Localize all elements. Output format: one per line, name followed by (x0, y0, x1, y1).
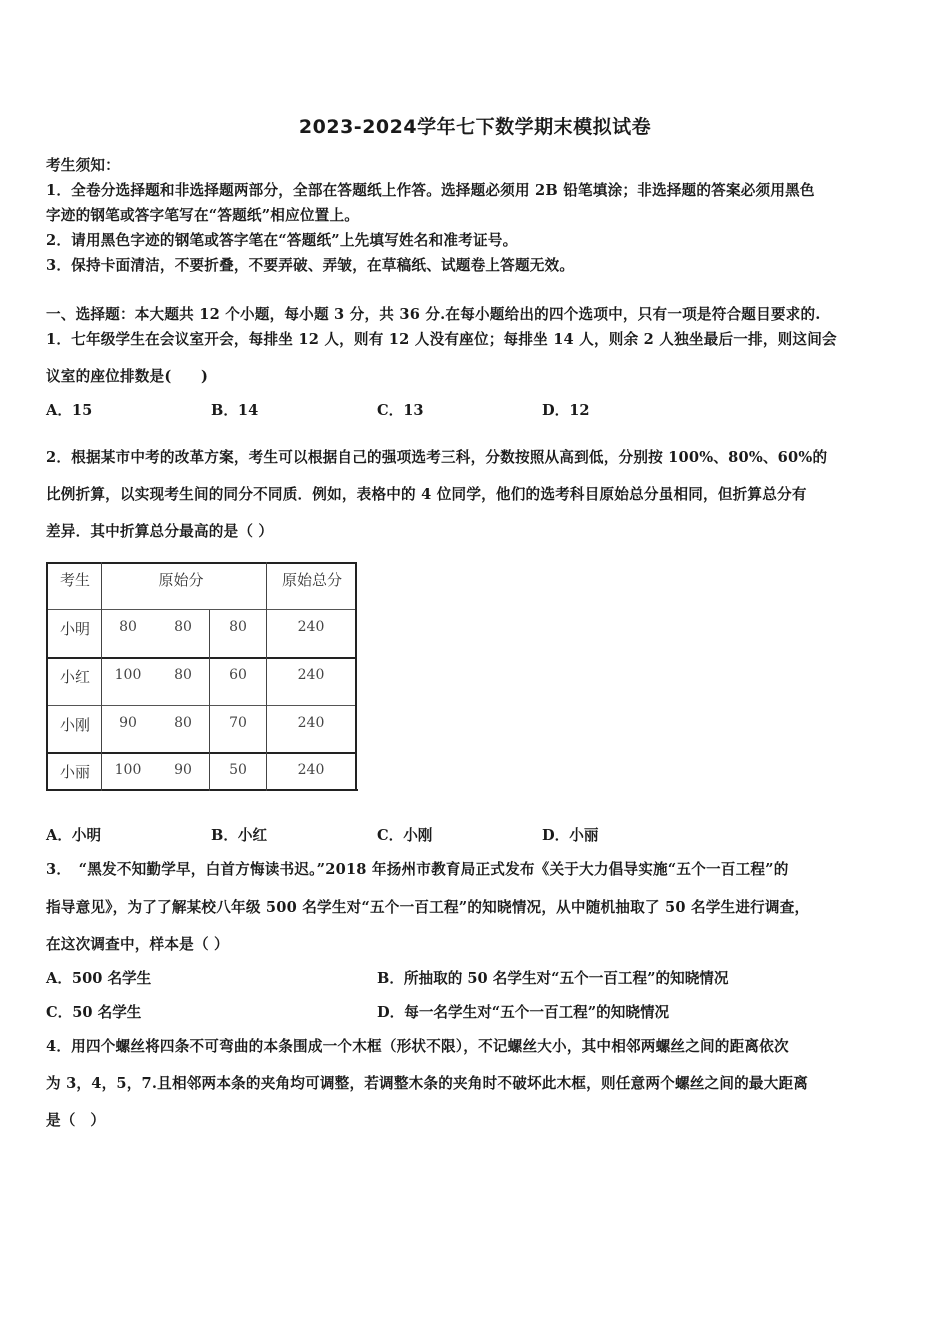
score-cell: 90 (174, 762, 192, 778)
header-raw-total: 原始总分 (281, 571, 342, 589)
q1-option-d: D．12 (542, 402, 590, 419)
q2-option-c: C．小刚 (377, 827, 433, 844)
q3-option-c: C．50 名学生 (46, 1004, 142, 1021)
table-rule (209, 610, 210, 791)
q3-option-d: D．每一名学生对“五个一百工程”的知晓情况 (377, 1004, 670, 1021)
total-cell: 240 (297, 667, 325, 683)
question-1-line: 1．七年级学生在会议室开会，每排坐 12 人，则有 12 人没有座位；每排坐 14 人，则余 2 人独坐最后一排，则这间会 (46, 331, 837, 348)
notice-line: 字迹的钢笔或答字笔写在“答题纸”相应位置上。 (46, 207, 360, 224)
score-cell: 80 (174, 667, 192, 683)
table-rule (46, 657, 356, 659)
question-4-line: 4．用四个螺丝将四条不可弯曲的本条围成一个木框（形状不限），不记螺丝大小，其中相邻两螺丝之间的距离依次 (46, 1038, 789, 1055)
notice-line: 3．保持卡面清洁，不要折叠，不要弄破、弄皱，在草稿纸、试题卷上答题无效。 (46, 257, 575, 274)
question-2-line: 2．根据某市中考的改革方案，考生可以根据自己的强项选考三科，分数按照从高到低，分别按 100%、80%、60%的 (46, 449, 828, 466)
table-rule (355, 562, 357, 791)
score-cell: 60 (229, 667, 247, 683)
notice-line: 2．请用黑色字迹的钢笔或答字笔在“答题纸”上先填写姓名和准考证号。 (46, 232, 518, 249)
score-cell: 70 (229, 715, 247, 731)
score-table (46, 562, 358, 792)
score-cell: 100 (114, 667, 142, 683)
notice-heading: 考生须知： (46, 157, 120, 174)
score-cell: 90 (119, 715, 137, 731)
question-3-line: 在这次调查中，样本是（ ） (46, 936, 229, 953)
score-cell: 80 (174, 715, 192, 731)
student-name: 小红 (59, 668, 90, 686)
question-3-line: 指导意见》，为了了解某校八年级 500 名学生对“五个一百工程”的知晓情况，从中随机抽取了 50 名学生进行调查， (46, 899, 810, 916)
table-rule (46, 562, 356, 564)
q1-option-a: A．15 (46, 402, 93, 419)
score-cell: 50 (229, 762, 247, 778)
q2-option-a: A．小明 (46, 827, 102, 844)
total-cell: 240 (297, 762, 325, 778)
notice-line: 1．全卷分选择题和非选择题两部分，全部在答题纸上作答。选择题必须用 2B 铅笔填涂；非选择题的答案必须用黑色 (46, 182, 815, 199)
q2-option-b: B．小红 (211, 827, 268, 844)
table-rule (101, 562, 102, 791)
total-cell: 240 (297, 619, 325, 635)
table-rule (46, 562, 48, 791)
table-rule (46, 609, 356, 610)
question-4-line: 是（ ） (46, 1112, 106, 1129)
score-cell: 80 (174, 619, 192, 635)
question-4-line: 为 3，4，5，7.且相邻两本条的夹角均可调整，若调整木条的夹角时不破坏此木框，则任意两个螺丝之间的最大距离 (46, 1075, 809, 1092)
score-cell: 100 (114, 762, 142, 778)
student-name: 小丽 (59, 763, 90, 781)
q3-option-a: A．500 名学生 (46, 970, 152, 987)
question-1-line: 议室的座位排数是( ) (46, 368, 209, 385)
page-title: 2023-2024学年七下数学期末模拟试卷 (298, 116, 652, 138)
q2-option-d: D．小丽 (542, 827, 599, 844)
q1-option-b: B．14 (211, 402, 259, 419)
header-student: 考生 (59, 571, 90, 589)
total-cell: 240 (297, 715, 325, 731)
section-heading: 一、选择题：本大题共 12 个小题，每小题 3 分，共 36 分.在每小题给出的四个选项中，只有一项是符合题目要求的. (46, 306, 821, 323)
student-name: 小刚 (59, 716, 90, 734)
table-rule (46, 752, 356, 754)
q1-option-c: C．13 (377, 402, 424, 419)
question-3-line: 3． “黑发不知勤学早，白首方悔读书迟。”2018 年扬州市教育局正式发布《关于大力倡导实施“五个一百工程”的 (46, 861, 789, 878)
table-rule (266, 562, 267, 791)
table-rule (46, 705, 356, 706)
score-cell: 80 (229, 619, 247, 635)
header-raw-score: 原始分 (158, 571, 204, 589)
question-2-line: 比例折算，以实现考生间的同分不同质．例如，表格中的 4 位同学，他们的选考科目原始总分虽相同，但折算总分有 (46, 486, 807, 503)
student-name: 小明 (59, 620, 90, 638)
q3-option-b: B．所抽取的 50 名学生对“五个一百工程”的知晓情况 (377, 970, 729, 987)
score-cell: 80 (119, 619, 137, 635)
table-rule (46, 789, 358, 791)
question-2-line: 差异．其中折算总分最高的是（ ） (46, 523, 274, 540)
